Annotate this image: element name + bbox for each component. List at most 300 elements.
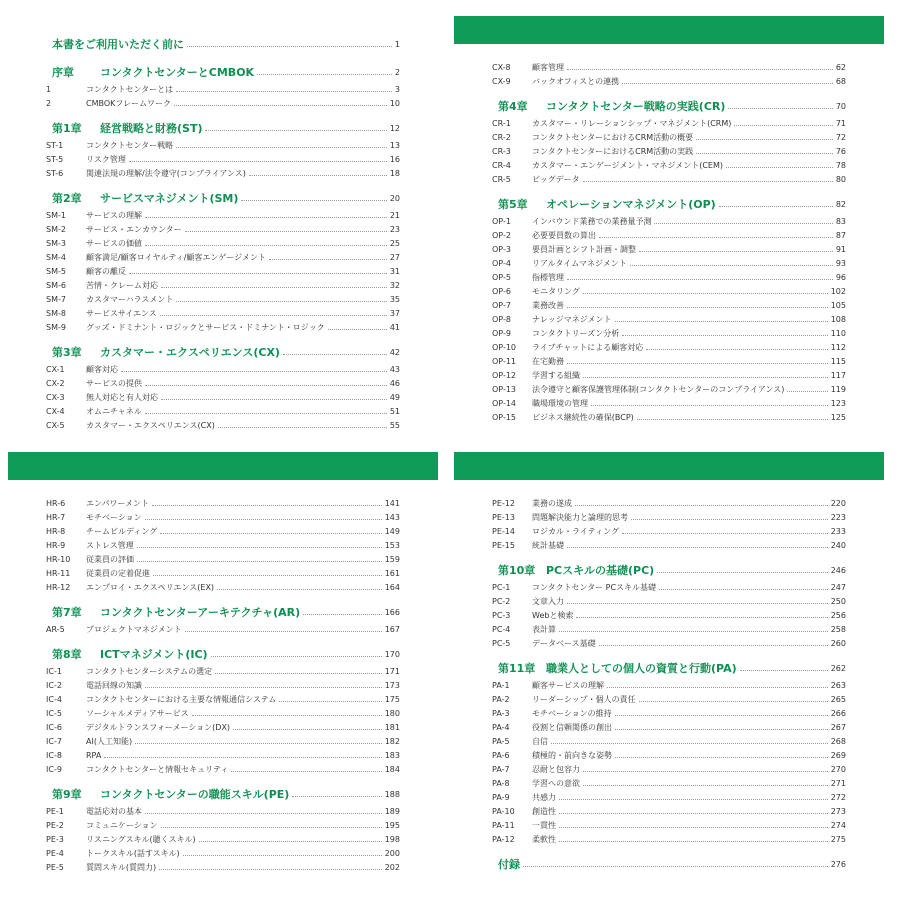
entry-code: PA-5 (492, 736, 510, 746)
entry-page-number: 274 (830, 820, 846, 830)
entry-code: PA-8 (492, 778, 510, 788)
entry-title: 法令遵守と顧客保護管理体制(コンタクトセンターのコンプライアンス) (532, 384, 785, 394)
entry-title: 顧客管理 (532, 62, 564, 72)
entry-page-number: 51 (389, 406, 400, 416)
dot-leader (567, 547, 828, 548)
entry-code: ST-5 (46, 154, 64, 164)
entry-code: 第7章 (52, 606, 82, 619)
toc-entry (46, 292, 400, 306)
dot-leader (121, 371, 387, 372)
toc-entry (46, 580, 400, 594)
entry-title: 積極的・前向きな姿勢 (532, 750, 612, 760)
dot-leader (559, 799, 828, 800)
entry-code: IC-9 (46, 764, 62, 774)
entry-page-number: 202 (384, 862, 400, 872)
toc-entry (492, 524, 846, 538)
entry-title: ビジネス継続性の確保(BCP) (532, 412, 634, 422)
dot-leader (523, 866, 828, 867)
dot-leader (145, 385, 387, 386)
entry-page-number: 260 (830, 638, 846, 648)
entry-code: PA-4 (492, 722, 510, 732)
toc-entry (492, 312, 846, 326)
entry-page-number: 76 (835, 146, 846, 156)
toc-entry (492, 326, 846, 340)
entry-code: CX-9 (492, 76, 511, 86)
entry-title: カスタマー・リレーションシップ・マネジメント(CRM) (532, 118, 732, 128)
dot-leader (161, 399, 387, 400)
entry-title: Webと検索 (532, 610, 574, 620)
entry-code: 第5章 (498, 198, 528, 211)
toc-entry (492, 242, 846, 256)
entry-title: サービスの価値 (86, 238, 142, 248)
toc-entry (46, 96, 400, 110)
entry-title: リアルタイムマネジメント (532, 258, 627, 268)
entry-code: OP-3 (492, 244, 511, 254)
entry-page-number: 247 (830, 582, 846, 592)
entry-page-number: 167 (384, 624, 400, 634)
entry-page-number: 41 (389, 322, 400, 332)
dot-leader (129, 161, 387, 162)
toc-entry (492, 340, 846, 354)
entry-page-number: 3 (394, 84, 400, 94)
entry-title: ICTマネジメント(IC) (100, 648, 208, 661)
entry-title: 本書をご利用いただく前に (52, 38, 184, 51)
toc-entry (492, 368, 846, 382)
entry-code: 第8章 (52, 648, 82, 661)
dot-leader (615, 757, 828, 758)
entry-page-number: 31 (389, 266, 400, 276)
entry-code: CR-3 (492, 146, 511, 156)
toc-entry (492, 734, 846, 748)
entry-title: カスタマーハラスメント (86, 294, 174, 304)
dot-leader (567, 279, 833, 280)
entry-title: ビッグデータ (532, 174, 580, 184)
toc-entry (492, 396, 846, 410)
dot-leader (622, 335, 827, 336)
entry-code: PA-2 (492, 694, 510, 704)
entry-page-number: 32 (389, 280, 400, 290)
entry-title: 業務改善 (532, 300, 564, 310)
entry-page-number: 149 (384, 526, 400, 536)
chapter-heading (52, 342, 400, 362)
toc-entry (492, 158, 846, 172)
entry-code: CX-5 (46, 420, 65, 430)
dot-leader (696, 153, 833, 154)
toc-entry (492, 790, 846, 804)
entry-title: モチベーション (86, 512, 142, 522)
dot-leader (135, 743, 382, 744)
entry-code: 第4章 (498, 100, 528, 113)
dot-leader (599, 645, 828, 646)
entry-code: PA-9 (492, 792, 510, 802)
toc-entry (492, 776, 846, 790)
chapter-heading (498, 194, 846, 214)
entry-code: PC-2 (492, 596, 511, 606)
entry-code: OP-9 (492, 328, 511, 338)
entry-title: 創造性 (532, 806, 556, 816)
toc-page-top-left (8, 8, 438, 448)
dot-leader (622, 83, 833, 84)
entry-title: サービスマネジメント(SM) (100, 192, 239, 205)
entry-title: リスク管理 (86, 154, 126, 164)
entry-title: 職場環境の管理 (532, 398, 588, 408)
chapter-heading (52, 188, 400, 208)
entry-code: SM-5 (46, 266, 66, 276)
entry-code: IC-8 (46, 750, 62, 760)
entry-code: HR-9 (46, 540, 66, 550)
dot-leader (160, 533, 382, 534)
entry-code: SM-1 (46, 210, 66, 220)
dot-leader (161, 827, 382, 828)
entry-title: コンタクトセンター PCスキル基礎 (532, 582, 656, 592)
entry-page-number: 108 (830, 314, 846, 324)
dot-leader (233, 729, 382, 730)
entry-page-number: 13 (389, 140, 400, 150)
entry-code: PC-4 (492, 624, 511, 634)
toc-entry (46, 706, 400, 720)
entry-code: OP-1 (492, 216, 511, 226)
entry-title: 顧客対応 (86, 364, 118, 374)
entry-page-number: 112 (830, 342, 846, 352)
entry-page-number: 80 (835, 174, 846, 184)
entry-page-number: 223 (830, 512, 846, 522)
dot-leader (257, 74, 392, 75)
entry-title: デジタルトランスフォーメーション(DX) (86, 722, 231, 732)
entry-page-number: 170 (384, 649, 400, 659)
entry-page-number: 265 (830, 694, 846, 704)
entry-code: CR-4 (492, 160, 511, 170)
dot-leader (607, 687, 828, 688)
entry-title: エンプロイ・エクスペリエンス(EX) (86, 582, 215, 592)
entry-code: PC-5 (492, 638, 511, 648)
green-header-bar (454, 452, 884, 480)
entry-page-number: 272 (830, 792, 846, 802)
dot-leader (249, 175, 387, 176)
dot-leader (137, 561, 382, 562)
entry-page-number: 102 (830, 286, 846, 296)
dot-leader (615, 729, 828, 730)
entry-page-number: 16 (389, 154, 400, 164)
entry-code: CX-8 (492, 62, 511, 72)
entry-code: PE-14 (492, 526, 515, 536)
entry-page-number: 183 (384, 750, 400, 760)
entry-code: OP-10 (492, 342, 517, 352)
entry-code: PC-1 (492, 582, 511, 592)
toc-entry (492, 538, 846, 552)
toc-entry (46, 166, 400, 180)
entry-title: コンタクトセンターアーキテクチャ(AR) (100, 606, 301, 619)
entry-page-number: 23 (389, 224, 400, 234)
dot-leader (637, 419, 828, 420)
chapter-heading (52, 602, 400, 622)
entry-code: AR-5 (46, 624, 65, 634)
dot-leader (615, 715, 828, 716)
entry-title: 指標管理 (532, 272, 564, 282)
toc-entry (492, 298, 846, 312)
entry-code: 第9章 (52, 788, 82, 801)
dot-leader (161, 287, 387, 288)
dot-leader (176, 301, 386, 302)
toc-entry (46, 538, 400, 552)
entry-code: HR-12 (46, 582, 71, 592)
entry-code: PC-3 (492, 610, 511, 620)
entry-code: SM-3 (46, 238, 66, 248)
toc-entry (492, 284, 846, 298)
entry-page-number: 43 (389, 364, 400, 374)
entry-page-number: 105 (830, 300, 846, 310)
toc-entry (46, 734, 400, 748)
entry-page-number: 25 (389, 238, 400, 248)
dot-leader (137, 547, 382, 548)
entry-page-number: 268 (830, 736, 846, 746)
toc-entry (492, 410, 846, 424)
dot-leader (787, 391, 827, 392)
toc-entry (46, 418, 400, 432)
entry-title: カスタマー・エンゲージメント・マネジメント(CEM) (532, 160, 723, 170)
entry-title: オペレーションマネジメント(OP) (546, 198, 716, 211)
dot-leader (241, 200, 386, 201)
toc-entry (492, 354, 846, 368)
toc-entry (492, 214, 846, 228)
entry-title: コンタクトセンターとCMBOK (100, 66, 255, 79)
entry-code: 第10章 (498, 564, 536, 577)
toc-entry (46, 832, 400, 846)
entry-code: IC-2 (46, 680, 62, 690)
entry-title: 学習への意欲 (532, 778, 580, 788)
toc-entry (46, 678, 400, 692)
dot-leader (639, 701, 828, 702)
entry-code: OP-6 (492, 286, 511, 296)
chapter-heading (52, 644, 400, 664)
entry-code: PA-3 (492, 708, 510, 718)
dot-leader (575, 505, 828, 506)
entry-code: PE-1 (46, 806, 64, 816)
entry-code: 第1章 (52, 122, 82, 135)
entry-title: サービスの理解 (86, 210, 142, 220)
toc-entry (46, 524, 400, 538)
toc-entry (492, 678, 846, 692)
entry-page-number: 184 (384, 764, 400, 774)
entry-page-number: 83 (835, 216, 846, 226)
entry-page-number: 266 (830, 708, 846, 718)
entry-title: 文章入力 (532, 596, 564, 606)
toc-entry (46, 818, 400, 832)
dot-leader (567, 603, 828, 604)
toc-entry (46, 152, 400, 166)
entry-page-number: 269 (830, 750, 846, 760)
dot-leader (622, 533, 828, 534)
entry-title: グッズ・ドミナント・ロジックとサービス・ドミナント・ロジック (86, 322, 325, 332)
toc-entry (492, 270, 846, 284)
entry-page-number: 181 (384, 722, 400, 732)
entry-title: 関連法規の理解/法令遵守(コンプライアンス) (86, 168, 246, 178)
entry-page-number: 270 (830, 764, 846, 774)
toc-page-bottom-left (8, 452, 438, 892)
toc-entry (46, 552, 400, 566)
entry-page-number: 46 (389, 378, 400, 388)
entry-title: コンタクトセンターにおけるCRM活動の概要 (532, 132, 694, 142)
entry-code: PE-4 (46, 848, 64, 858)
toc-entry (46, 138, 400, 152)
entry-title: トークスキル(話すスキル) (86, 848, 180, 858)
dot-leader (153, 575, 382, 576)
toc-entry (492, 622, 846, 636)
entry-title: ロジカル・ライティング (532, 526, 619, 536)
entry-page-number: 141 (384, 498, 400, 508)
dot-leader (185, 231, 387, 232)
entry-code: IC-1 (46, 666, 62, 676)
entry-code: IC-6 (46, 722, 62, 732)
entry-title: モチベーションの維持 (532, 708, 612, 718)
entry-title: 一貫性 (532, 820, 556, 830)
dot-leader (145, 687, 382, 688)
dot-leader (559, 631, 828, 632)
entry-code: ST-6 (46, 168, 64, 178)
entry-title: 付録 (498, 858, 520, 871)
dot-leader (728, 108, 832, 109)
entry-page-number: 42 (389, 347, 400, 357)
dot-leader (145, 217, 387, 218)
entry-code: CR-1 (492, 118, 511, 128)
chapter-heading (498, 560, 846, 580)
entry-page-number: 173 (384, 680, 400, 690)
entry-page-number: 87 (835, 230, 846, 240)
entry-code: 第11章 (498, 662, 536, 675)
dot-leader (231, 771, 381, 772)
entry-title: サービスサイエンス (86, 308, 157, 318)
entry-page-number: 123 (830, 398, 846, 408)
dot-leader (599, 237, 833, 238)
entry-title: 役割と信頼関係の創出 (532, 722, 612, 732)
toc-entry (46, 566, 400, 580)
dot-leader (567, 69, 833, 70)
dot-leader (726, 167, 833, 168)
entry-title: 必要要員数の算出 (532, 230, 596, 240)
dot-leader (303, 614, 382, 615)
entry-page-number: 55 (389, 420, 400, 430)
entry-code: SM-6 (46, 280, 66, 290)
entry-page-number: 262 (830, 663, 846, 673)
dot-leader (559, 827, 828, 828)
toc-entry (492, 748, 846, 762)
entry-title: 共感力 (532, 792, 556, 802)
toc-entry (492, 496, 846, 510)
entry-page-number: 68 (835, 76, 846, 86)
entry-title: カスタマー・エクスペリエンス(CX) (100, 346, 280, 359)
entry-code: HR-8 (46, 526, 66, 536)
dot-leader (719, 206, 833, 207)
entry-title: コンタクトリーズン分析 (532, 328, 620, 338)
entry-page-number: 37 (389, 308, 400, 318)
toc-entry (492, 706, 846, 720)
entry-code: PE-13 (492, 512, 515, 522)
entry-title: CMBOKフレームワーク (86, 98, 172, 108)
toc-entry (492, 382, 846, 396)
entry-page-number: 188 (384, 789, 400, 799)
toc-entry (492, 720, 846, 734)
toc-entry (492, 818, 846, 832)
dot-leader (279, 701, 381, 702)
entry-page-number: 1 (394, 39, 400, 49)
entry-title: 従業員の定着促進 (86, 568, 150, 578)
dot-leader (185, 631, 382, 632)
entry-page-number: 110 (830, 328, 846, 338)
entry-code: CX-4 (46, 406, 65, 416)
toc-entry (492, 832, 846, 846)
entry-title: 自信 (532, 736, 548, 746)
entry-title: PCスキルの基礎(PC) (546, 564, 655, 577)
entry-code: 序章 (52, 66, 74, 79)
toc-entry (46, 510, 400, 524)
dot-leader (615, 321, 828, 322)
toc-entry (46, 306, 400, 320)
entry-code: PA-6 (492, 750, 510, 760)
entry-code: SM-4 (46, 252, 66, 262)
toc-entry (46, 222, 400, 236)
entry-code: OP-13 (492, 384, 517, 394)
toc-entry (46, 278, 400, 292)
toc-entry (492, 692, 846, 706)
entry-title: モニタリング (532, 286, 580, 296)
entry-page-number: 256 (830, 610, 846, 620)
toc-entry (492, 804, 846, 818)
entry-title: インバウンド業務での業務量予測 (532, 216, 652, 226)
toc-entry (46, 664, 400, 678)
entry-code: PE-5 (46, 862, 64, 872)
entry-page-number: 182 (384, 736, 400, 746)
entry-title: 表計算 (532, 624, 556, 634)
entry-code: SM-2 (46, 224, 66, 234)
dot-leader (559, 841, 828, 842)
entry-page-number: 62 (835, 62, 846, 72)
dot-leader (630, 265, 833, 266)
entry-code: PE-3 (46, 834, 64, 844)
entry-page-number: 195 (384, 820, 400, 830)
entry-code: CX-1 (46, 364, 65, 374)
entry-title: ナレッジマネジメント (532, 314, 612, 324)
dot-leader (176, 91, 392, 92)
entry-code: SM-7 (46, 294, 66, 304)
entry-page-number: 273 (830, 806, 846, 816)
entry-title: バックオフィスとの連携 (532, 76, 620, 86)
entry-title: チームビルディング (86, 526, 158, 536)
entry-title: 在宅勤務 (532, 356, 564, 366)
entry-page-number: 159 (384, 554, 400, 564)
dot-leader (160, 315, 387, 316)
dot-leader (145, 519, 382, 520)
toc-entry (46, 362, 400, 376)
toc-page-bottom-right (454, 452, 884, 892)
entry-title: ライブチャットによる顧客対応 (532, 342, 644, 352)
entry-title: ソーシャルメディアサービス (86, 708, 189, 718)
entry-title: コンタクトセンター戦略の実践(CR) (546, 100, 726, 113)
entry-page-number: 71 (835, 118, 846, 128)
entry-code: 第2章 (52, 192, 82, 205)
toc-entry (492, 580, 846, 594)
entry-title: 従業員の評価 (86, 554, 134, 564)
toc-entry (492, 74, 846, 88)
entry-page-number: 119 (830, 384, 846, 394)
toc-entry (492, 60, 846, 74)
toc-entry (46, 804, 400, 818)
dot-leader (283, 354, 387, 355)
dot-leader (145, 813, 382, 814)
chapter-heading (52, 62, 400, 82)
dot-leader (211, 656, 382, 657)
dot-leader (215, 673, 382, 674)
toc-entry (46, 264, 400, 278)
toc-entry (46, 860, 400, 874)
